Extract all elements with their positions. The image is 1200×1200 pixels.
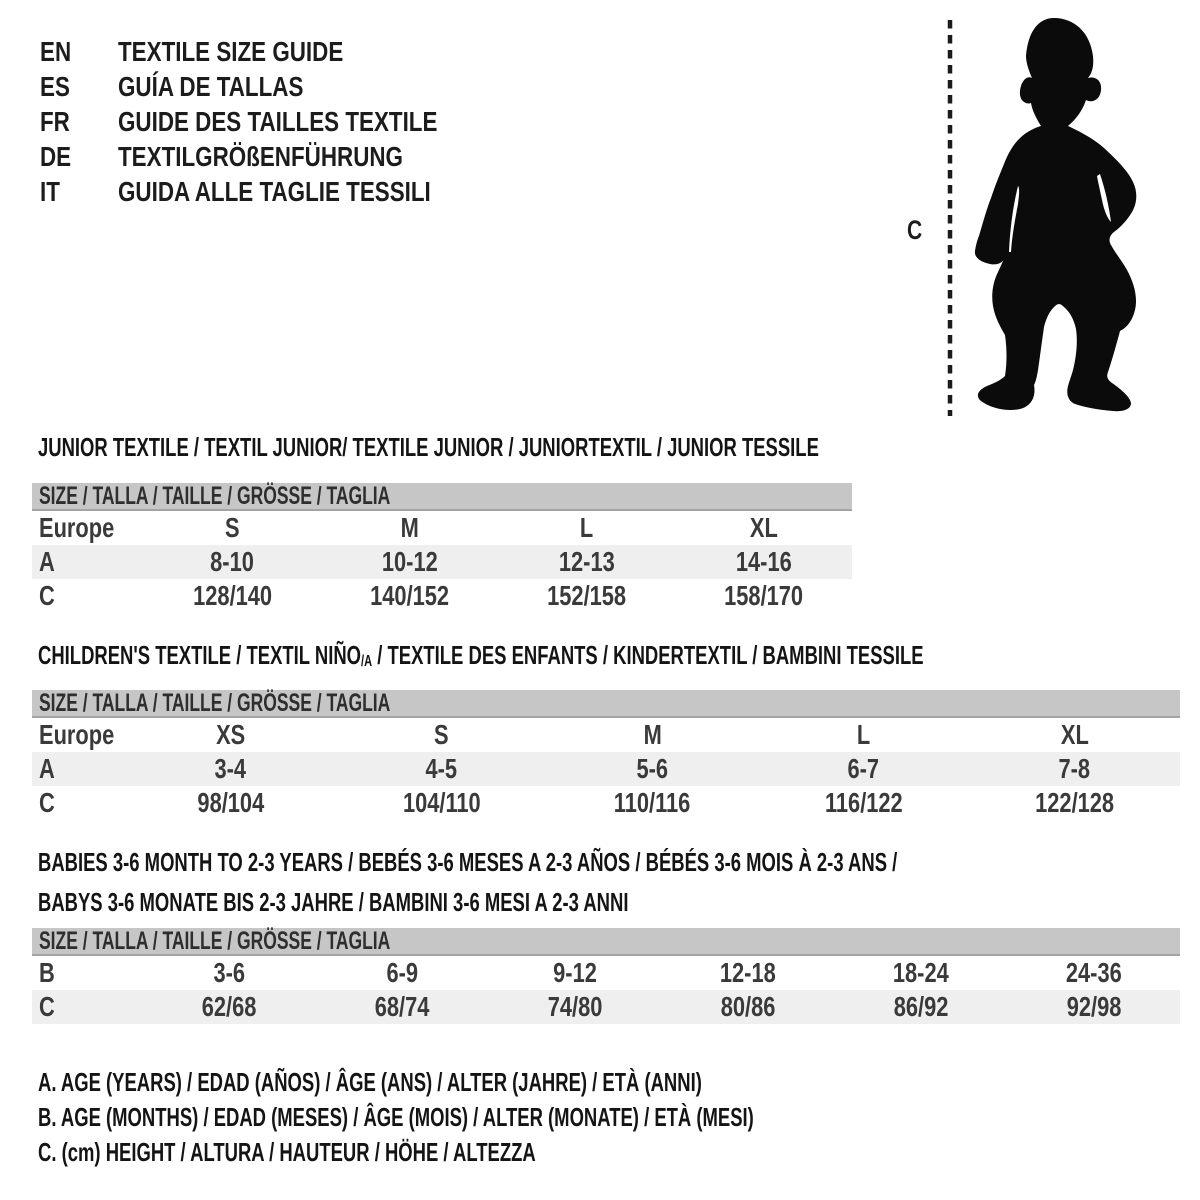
guide-title: GUIDE DES TAILLES TEXTILE (118, 105, 438, 137)
row-label: C (39, 991, 55, 1022)
height-measure-label: C (907, 215, 923, 245)
babies-size-table (32, 928, 1180, 1024)
children-size-table (32, 690, 1180, 820)
age-value: 14-16 (735, 546, 792, 577)
size-value: M (400, 512, 419, 543)
language-code: IT (40, 175, 60, 207)
height-value: 92/98 (1066, 991, 1121, 1022)
age-months-value: 24-36 (1065, 957, 1122, 988)
size-value: XL (1060, 719, 1089, 750)
height-value: 122/128 (1035, 787, 1114, 818)
table-header: SIZE / TALLA / TAILLE / GRÖSSE / TAGLIA (32, 690, 1180, 718)
language-row (40, 34, 517, 69)
language-row (40, 104, 517, 139)
age-value: 3-4 (214, 753, 247, 784)
babies-section-title-line2: BABYS 3-6 MONATE BIS 2-3 JAHRE / BAMBINI 3-6 MESI A 2-3 ANNI (38, 887, 629, 917)
age-value: 8-10 (210, 546, 255, 577)
row-label: C (39, 787, 55, 818)
language-code: ES (40, 70, 70, 102)
language-list (40, 34, 517, 209)
baby-silhouette (975, 18, 1136, 411)
height-value: 158/170 (724, 580, 803, 611)
children-section-title: CHILDREN'S TEXTILE / TEXTIL NIÑO/A / TEXTILE DES ENFANTS / KINDERTEXTIL / BAMBINI TESSILE (38, 640, 924, 671)
table-header: SIZE / TALLA / TAILLE / GRÖSSE / TAGLIA (32, 928, 1180, 956)
height-value: 62/68 (202, 991, 257, 1022)
size-value: M (643, 719, 662, 750)
table-row (32, 990, 1180, 1024)
table-row (32, 511, 852, 545)
size-value: S (434, 719, 449, 750)
table-header: SIZE / TALLA / TAILLE / GRÖSSE / TAGLIA (32, 483, 852, 511)
age-months-value: 18-24 (892, 957, 949, 988)
age-value: 5-6 (636, 753, 669, 784)
language-code: FR (40, 105, 70, 137)
height-value: 116/122 (824, 787, 903, 818)
size-value: L (856, 719, 871, 750)
table-row (32, 545, 852, 579)
row-label: A (39, 753, 55, 784)
age-value: 4-5 (425, 753, 458, 784)
height-value: 104/110 (402, 787, 481, 818)
height-value: 140/152 (370, 580, 449, 611)
guide-title: GUÍA DE TALLAS (118, 70, 304, 102)
row-label: A (39, 546, 55, 577)
height-value: 98/104 (197, 787, 264, 818)
guide-title: TEXTILGRÖßENFÜHRUNG (118, 140, 403, 172)
age-value: 12-13 (558, 546, 615, 577)
age-value: 10-12 (381, 546, 438, 577)
age-months-value: 6-9 (386, 957, 419, 988)
height-value: 110/116 (614, 787, 691, 818)
footnote-height-cm: C. (cm) HEIGHT / ALTURA / HAUTEUR / HÖHE / ALTEZZA (38, 1137, 536, 1167)
table-row (32, 786, 1180, 820)
language-row (40, 69, 517, 104)
language-row (40, 174, 517, 209)
footnote-age-years: A. AGE (YEARS) / EDAD (AÑOS) / ÂGE (ANS) / ALTER (JAHRE) / ETÀ (ANNI) (38, 1067, 702, 1097)
height-value: 74/80 (547, 991, 603, 1022)
age-months-value: 3-6 (213, 957, 246, 988)
table-row (32, 579, 852, 613)
junior-size-table (32, 483, 852, 613)
size-value: XL (749, 512, 778, 543)
language-row (40, 139, 517, 174)
row-label: Europe (39, 512, 115, 543)
nino-a-subscript: /A (361, 653, 373, 671)
junior-section-title: JUNIOR TEXTILE / TEXTIL JUNIOR/ TEXTILE JUNIOR / JUNIORTEXTIL / JUNIOR TESSILE (38, 432, 819, 462)
height-value: 128/140 (193, 580, 272, 611)
babies-section-title-line1: BABIES 3-6 MONTH TO 2-3 YEARS / BEBÉS 3-6 MESES A 2-3 AÑOS / BÉBÉS 3-6 MOIS À 2-3 ANS / (38, 847, 898, 877)
height-value: 86/92 (893, 991, 949, 1022)
language-code: DE (40, 140, 72, 172)
guide-title: GUIDA ALLE TAGLIE TESSILI (118, 175, 431, 207)
height-value: 152/158 (547, 580, 626, 611)
baby-height-figure (905, 12, 1150, 422)
age-value: 6-7 (847, 753, 880, 784)
baby-silhouette-graphic (905, 12, 1150, 422)
size-value: L (579, 512, 594, 543)
age-months-value: 9-12 (553, 957, 597, 988)
footnote-age-months: B. AGE (MONTHS) / EDAD (MESES) / ÂGE (MOIS) / ALTER (MONATE) / ETÀ (MESI) (38, 1102, 754, 1132)
size-value: XS (215, 719, 246, 750)
height-value: 80/86 (720, 991, 776, 1022)
age-value: 7-8 (1058, 753, 1091, 784)
age-months-value: 12-18 (719, 957, 776, 988)
table-row (32, 718, 1180, 752)
guide-title: TEXTILE SIZE GUIDE (118, 35, 344, 67)
height-value: 68/74 (374, 991, 430, 1022)
row-label: B (39, 957, 55, 988)
row-label: Europe (39, 719, 115, 750)
table-row (32, 956, 1180, 990)
table-row (32, 752, 1180, 786)
size-value: S (225, 512, 240, 543)
language-code: EN (40, 35, 72, 67)
row-label: C (39, 580, 55, 611)
